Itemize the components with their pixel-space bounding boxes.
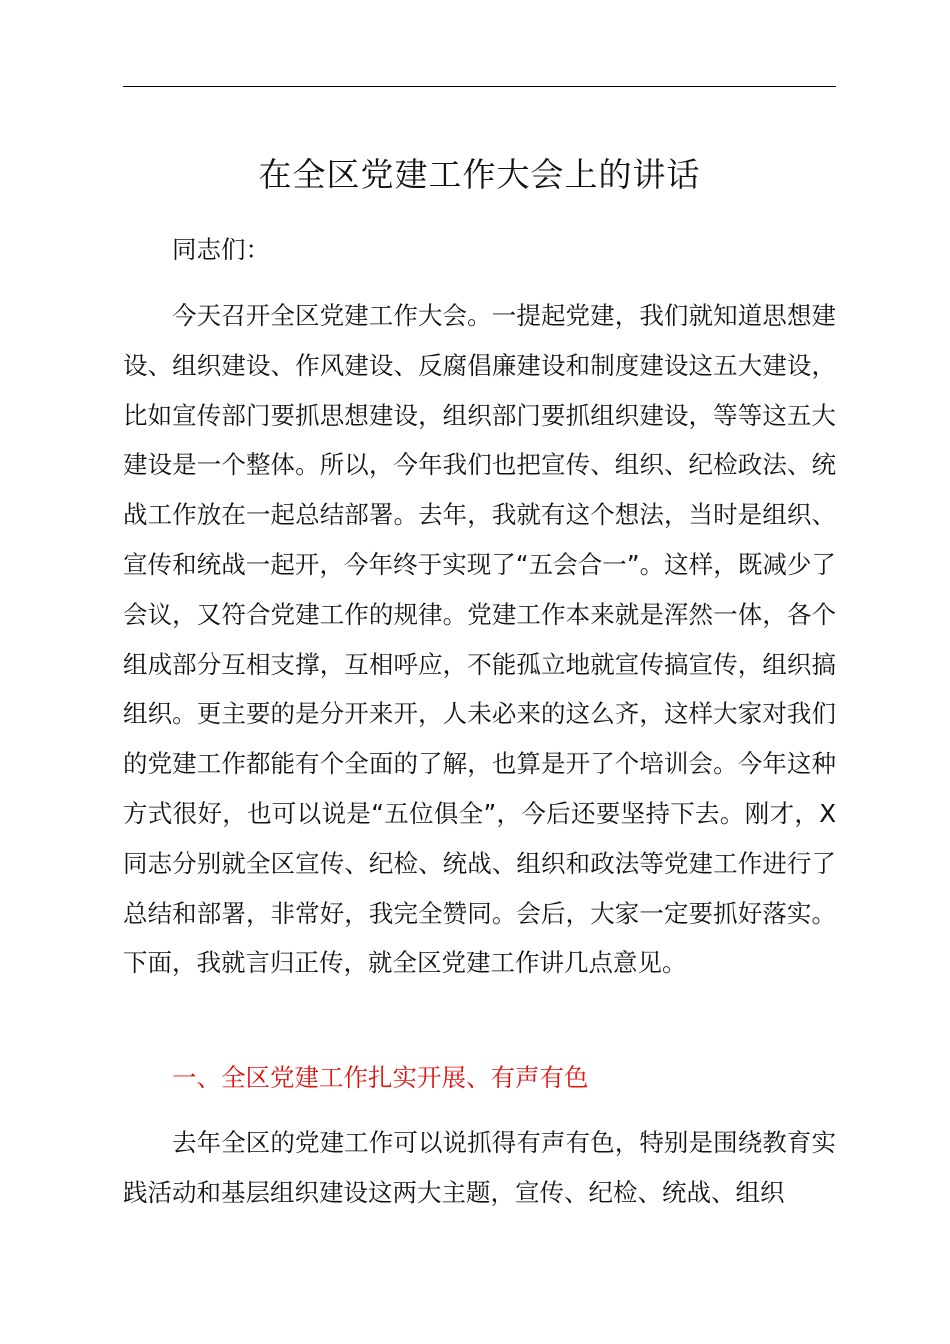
section-heading-1: 一、全区党建工作扎实开展、有声有色 (172, 1063, 589, 1092)
header-divider (123, 86, 836, 87)
salutation: 同志们： (172, 235, 270, 264)
paragraph-1: 今天召开全区党建工作大会。一提起党建，我们就知道思想建设、组织建设、作风建设、反腐倡廉建设和制度建设这五大建设，比如宣传部门要抓思想建设，组织部门要抓组织建设，等等这五大建设是一个整体。所以，今年我们也把宣传、组织、纪检政法、统战工作放在一起总结部署。去年，我就有这个想法，当时是组织、宣传和统战一起开，今年终于实现了“五会合一”。这样，既减少了会议，又符合党建工作的规律。党建工作本来就是浑然一体，各个组成部分互相支撑，互相呼应，不能孤立地就宣传搞宣传，组织搞组织。更主要的是分开来开，人未必来的这么齐，这样大家对我们的党建工作都能有个全面的了解，也算是开了个培训会。今年这种方式很好，也可以说是“五位俱全”，今后还要坚持下去。刚才，X同志分别就全区宣传、纪检、统战、组织和政法等党建工作进行了总结和部署，非常好，我完全赞同。会后，大家一定要抓好落实。下面，我就言归正传，就全区党建工作讲几点意见。 (123, 301, 836, 978)
document-title: 在全区党建工作大会上的讲话 (258, 155, 701, 194)
paragraph-2: 去年全区的党建工作可以说抓得有声有色，特别是围绕教育实践活动和基层组织建设这两大主题，宣传、纪检、统战、组织 (123, 1128, 836, 1207)
